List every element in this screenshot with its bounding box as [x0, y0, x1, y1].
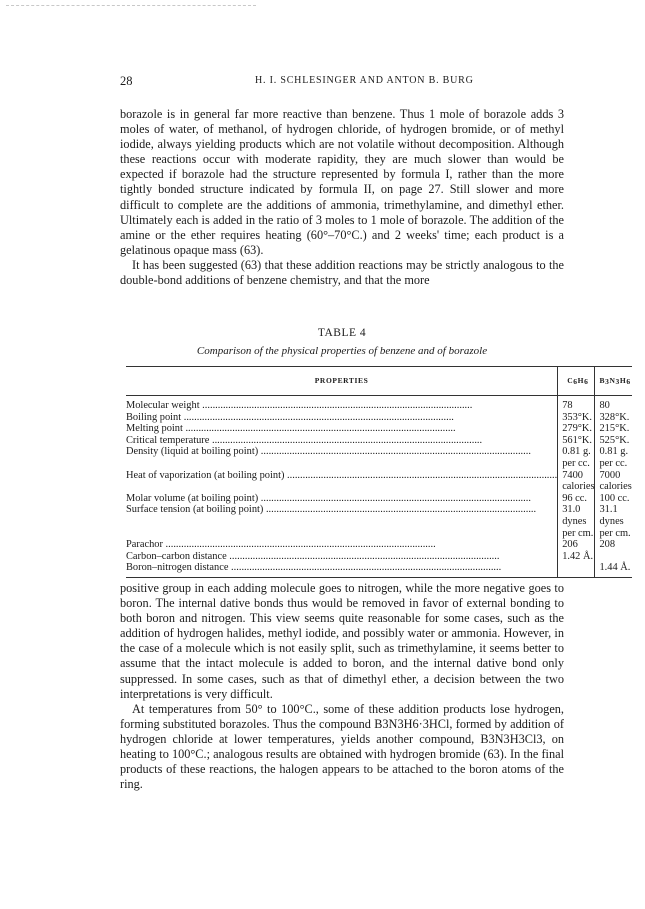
borazole-value: 1.44 Å.	[599, 562, 631, 574]
table-caption: Comparison of the physical properties of benzene and of borazole	[196, 345, 488, 357]
paragraph: positive group in each adding molecule goes to nitrogen, while the more negative goes to boron. The internal dative bonds thus would be removed in favor of external bonding to both boron and nitrogen. This view seems quite reasonable for some cases, such as the addition of hydrogen halides, methyl iodide, and possibly water or ammonia. However, in the case of a molecule which is not easily split, such as trimethylamine, it seems better to assume that the intact molecule is added to boron, and the internal dative bond only suppressed. In some cases, such as that of dimethyl ether, a decision between the two interpretations is very difficult.	[120, 581, 564, 701]
properties-table	[126, 366, 632, 578]
property-label: Parachor .....	[126, 539, 557, 551]
property-label: Density (liquid at boiling point) .....	[126, 446, 557, 458]
borazole-value: 80	[599, 400, 610, 411]
property-label: Carbon–carbon distance .....	[126, 551, 557, 563]
header-borazole: B3N3H6	[595, 367, 632, 396]
body-text-top	[120, 107, 564, 288]
borazole-value: 328°K.	[599, 411, 630, 423]
table-row	[126, 562, 632, 577]
benzene-value: 279°K.	[562, 423, 593, 435]
table-row	[126, 412, 632, 424]
borazole-value: 525°K.	[599, 434, 630, 446]
benzene-value: 561°K.	[562, 434, 593, 446]
property-label: Heat of vaporization (at boiling point) .....	[126, 470, 557, 482]
benzene-value: 0.81 g. per cc.	[562, 446, 591, 469]
borazole-value: 208	[599, 539, 616, 551]
table-row	[126, 470, 632, 493]
page-number: 28	[120, 74, 133, 88]
property-label: Boiling point .....	[126, 412, 557, 424]
borazole-value: 31.1 dynes per cm.	[599, 504, 631, 539]
table-row	[126, 504, 632, 539]
body-text-bottom	[120, 581, 564, 792]
paragraph: At temperatures from 50° to 100°C., some of these addition products lose hydrogen, forming substituted borazoles. Thus the compound B3N3H6·3HCl, formed by addition of hydrogen chloride at lower temperatures, yields another compound, B3N3H3Cl3, on heating to 100°C.; analogous results are obtained with hydrogen bromide (63). In the final products of these reactions, the halogen appears to be attached to the boron atoms of the ring.	[120, 701, 564, 792]
property-label: Molar volume (at boiling point) .....	[126, 493, 557, 505]
benzene-value: 78	[562, 400, 573, 411]
borazole-value: 215°K.	[599, 423, 630, 435]
table-row	[126, 423, 632, 435]
table-row	[126, 435, 632, 447]
table-row	[126, 493, 632, 505]
benzene-value: 96 cc.	[562, 492, 587, 504]
paragraph: It has been suggested (63) that these addition reactions may be strictly analogous to the double-bond additions of benzene chemistry, and that the more	[120, 257, 564, 288]
property-label: Molecular weight .....	[126, 400, 557, 412]
table-row	[126, 446, 632, 469]
benzene-value: 31.0 dynes per cm.	[562, 504, 594, 539]
scan-edge-line	[6, 5, 256, 6]
table-row	[126, 539, 632, 551]
borazole-value: 7000 calories	[599, 469, 632, 493]
table-row	[126, 551, 632, 563]
paragraph: borazole is in general far more reactive than benzene. Thus 1 mole of borazole adds 3 moles of water, of methanol, of hydrogen chloride, of hydrogen bromide, or of methyl iodide, always yielding products which are not volatile without decomposition. Although these reactions occur with moderate rapidity, they are much slower than would be expected if borazole had the structure represented by formula I, rather than the more tightly bonded structure indicated by formula II, on page 27. Still slower and more difficult to complete are the additions of ammonia, trimethylamine, and dimethyl ether. Ultimately each is added in the ratio of 3 moles to 1 mole of borazole. The addition of the amine or the ether requires heating (60°–70°C.) and 2 weeks' time; each product is a gelatinous opaque mass (63).	[120, 107, 564, 257]
header-benzene: C6H6	[558, 367, 595, 396]
table-title: TABLE 4	[317, 327, 367, 339]
property-label: Melting point .....	[126, 423, 557, 435]
property-label: Boron–nitrogen distance .....	[126, 562, 557, 574]
table-header-row	[126, 367, 632, 396]
benzene-value: 1.42 Å.	[562, 550, 594, 562]
benzene-value: 7400 calories	[562, 469, 595, 493]
running-head: H. I. SCHLESINGER AND ANTON B. BURG	[255, 75, 474, 86]
property-label: Critical temperature .....	[126, 435, 557, 447]
borazole-value: 100 cc.	[599, 492, 630, 504]
header-properties: PROPERTIES	[126, 367, 558, 396]
benzene-value: 353°K.	[562, 411, 593, 423]
property-label: Surface tension (at boiling point) .....	[126, 504, 557, 516]
table-row	[126, 396, 632, 412]
borazole-value: 0.81 g. per cc.	[599, 446, 629, 469]
benzene-value: 206	[562, 539, 578, 551]
